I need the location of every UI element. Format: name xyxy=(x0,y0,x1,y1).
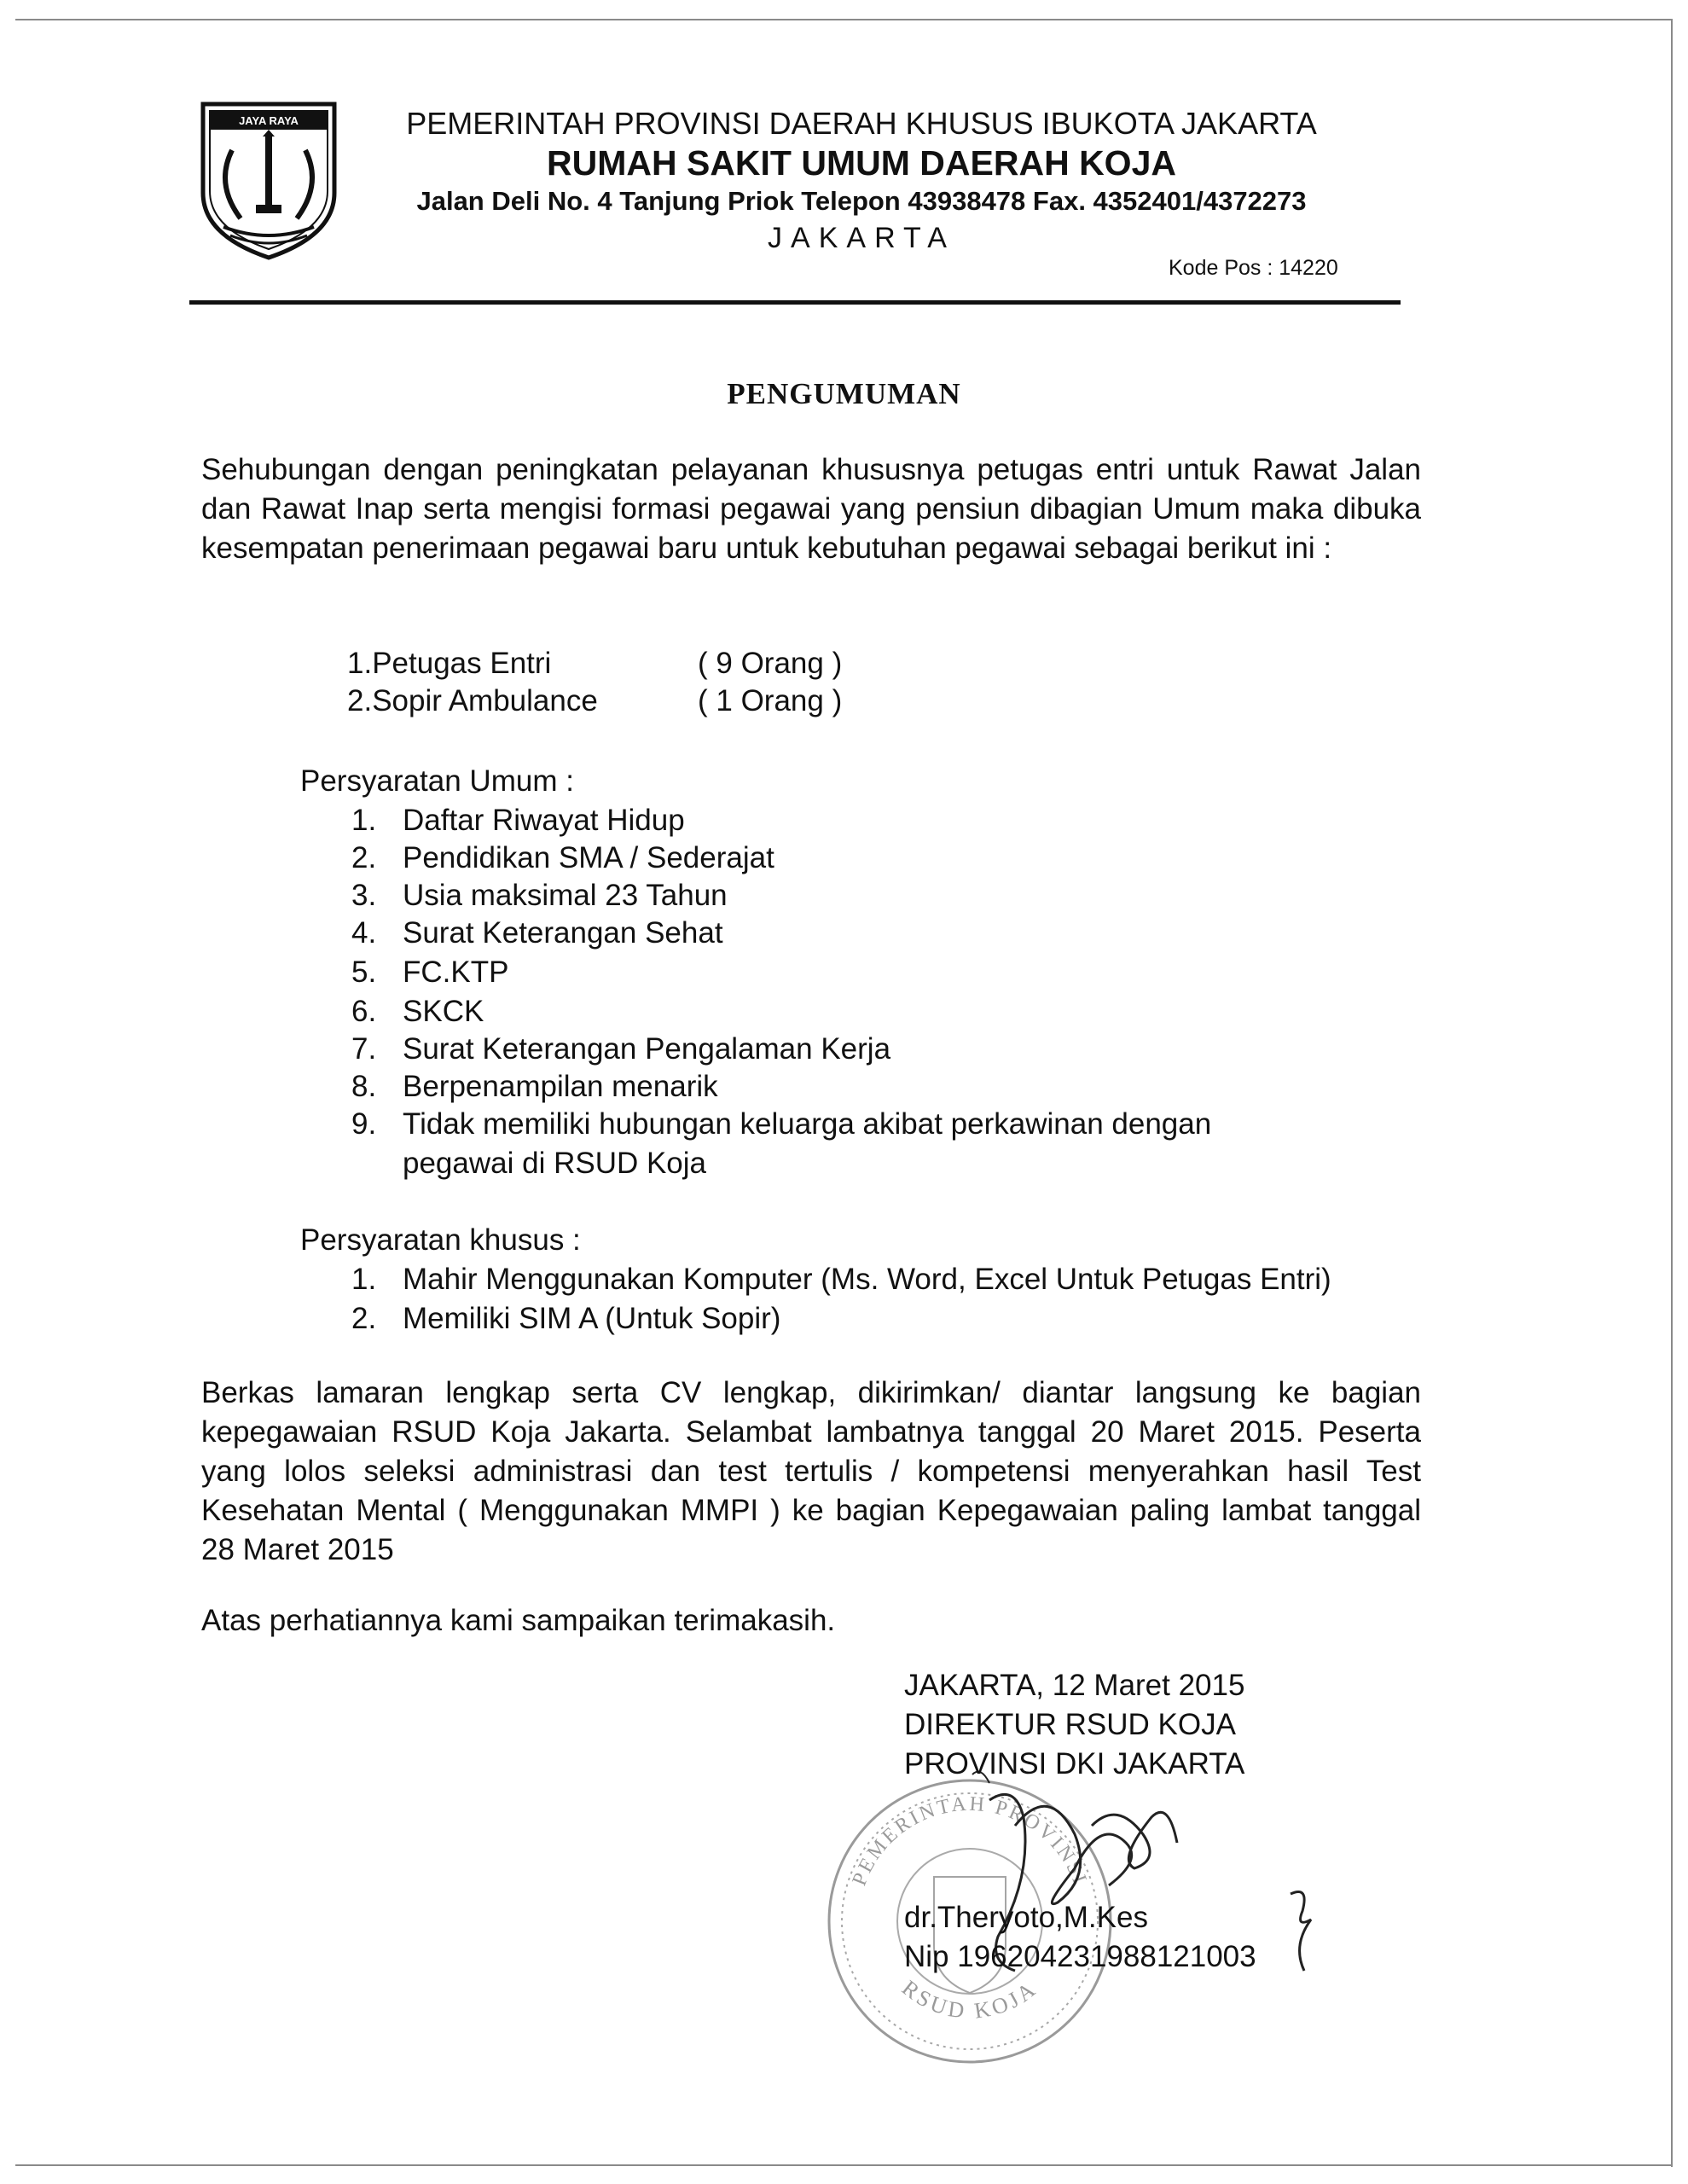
list-item-number: 2. xyxy=(351,1302,377,1335)
list-item-number: 4. xyxy=(351,916,377,950)
position-name: 2.Sopir Ambulance xyxy=(347,684,598,717)
list-item: FC.KTP xyxy=(403,956,509,989)
list-item: Daftar Riwayat Hidup xyxy=(403,804,685,837)
stamp-text-top: PEMERINTAH PROVINSI xyxy=(848,1792,1092,1889)
list-item-number: 3. xyxy=(351,879,377,912)
paraf-initial-icon xyxy=(1284,1885,1318,1979)
scan-border-right xyxy=(1671,19,1673,2167)
list-item: Mahir Menggunakan Komputer (Ms. Word, Excel Untuk Petugas Entri) xyxy=(403,1263,1331,1296)
header-hospital-name: RUMAH SAKIT UMUM DAERAH KOJA xyxy=(547,143,1176,183)
list-item-number: 8. xyxy=(351,1070,377,1103)
header-city: JAKARTA xyxy=(768,222,955,254)
list-item: SKCK xyxy=(403,995,484,1028)
list-item-continuation: pegawai di RSUD Koja xyxy=(403,1147,707,1180)
jaya-raya-logo-icon xyxy=(198,99,339,261)
signatory-nip: Nip 196204231988121003 xyxy=(904,1940,1256,1973)
list-item-number: 1. xyxy=(351,804,377,837)
list-item: Berpenampilan menarik xyxy=(403,1070,718,1103)
signature-position: DIREKTUR RSUD KOJA xyxy=(904,1708,1236,1741)
header-government: PEMERINTAH PROVINSI DAERAH KHUSUS IBUKOTA JAKARTA xyxy=(406,106,1317,141)
header-address: Jalan Deli No. 4 Tanjung Priok Telepon 43938478 Fax. 4352401/4372273 xyxy=(416,186,1307,216)
list-item: Memiliki SIM A (Untuk Sopir) xyxy=(403,1302,781,1335)
list-item: Surat Keterangan Pengalaman Kerja xyxy=(403,1032,891,1066)
signature-province: PROVINSI DKI JAKARTA xyxy=(904,1747,1245,1780)
page-title: PENGUMUMAN xyxy=(727,377,961,410)
signature-place-date: JAKARTA, 12 Maret 2015 xyxy=(904,1669,1245,1702)
list-item-number: 7. xyxy=(351,1032,377,1066)
special-requirements-heading: Persyaratan khusus : xyxy=(300,1223,581,1257)
signatory-name: dr.Theryoto,M.Kes xyxy=(904,1901,1148,1934)
list-item: Usia maksimal 23 Tahun xyxy=(403,879,728,912)
list-item: Pendidikan SMA / Sederajat xyxy=(403,841,774,874)
list-item: Tidak memiliki hubungan keluarga akibat perkawinan dengan xyxy=(403,1107,1212,1141)
header-divider xyxy=(189,300,1401,305)
position-count: ( 1 Orang ) xyxy=(698,684,843,717)
position-count: ( 9 Orang ) xyxy=(698,647,843,680)
list-item: Surat Keterangan Sehat xyxy=(403,916,723,950)
list-item-number: 1. xyxy=(351,1263,377,1296)
thanks-paragraph: Atas perhatiannya kami sampaikan terimakasih. xyxy=(201,1604,836,1637)
position-name: 1.Petugas Entri xyxy=(347,647,552,680)
list-item-number: 2. xyxy=(351,841,377,874)
list-item-number: 5. xyxy=(351,956,377,989)
scan-border-bottom xyxy=(15,2164,1673,2166)
list-item-number: 6. xyxy=(351,995,377,1028)
logo-text: JAYA RAYA xyxy=(239,114,299,127)
intro-paragraph: Sehubungan dengan peningkatan pelayanan khususnya petugas entri untuk Rawat Jalan dan Rawat Inap serta mengisi formasi pegawai yang pensiun dibagian Umum maka dibuka kesempatan penerimaan pegawai baru untuk kebutuhan pegawai sebagai berikut ini : xyxy=(201,453,1421,565)
closing-paragraph: Berkas lamaran lengkap serta CV lengkap, dikirimkan/ diantar langsung ke bagian kepegawaian RSUD Koja Jakarta. Selambat lambatnya tanggal 20 Maret 2015. Peserta yang lolos seleksi administrasi dan test tertulis / kompetensi menyerahkan hasil Test Kesehatan Mental ( Menggunakan MMPI ) ke bagian Kepegawaian paling lambat tanggal 28 Maret 2015 xyxy=(201,1376,1421,1566)
list-item-number: 9. xyxy=(351,1107,377,1141)
general-requirements-heading: Persyaratan Umum : xyxy=(300,764,574,798)
header-postal-code: Kode Pos : 14220 xyxy=(1169,256,1338,280)
scan-border-top xyxy=(15,19,1673,20)
stamp-text-bottom: RSUD KOJA xyxy=(897,1975,1043,2024)
